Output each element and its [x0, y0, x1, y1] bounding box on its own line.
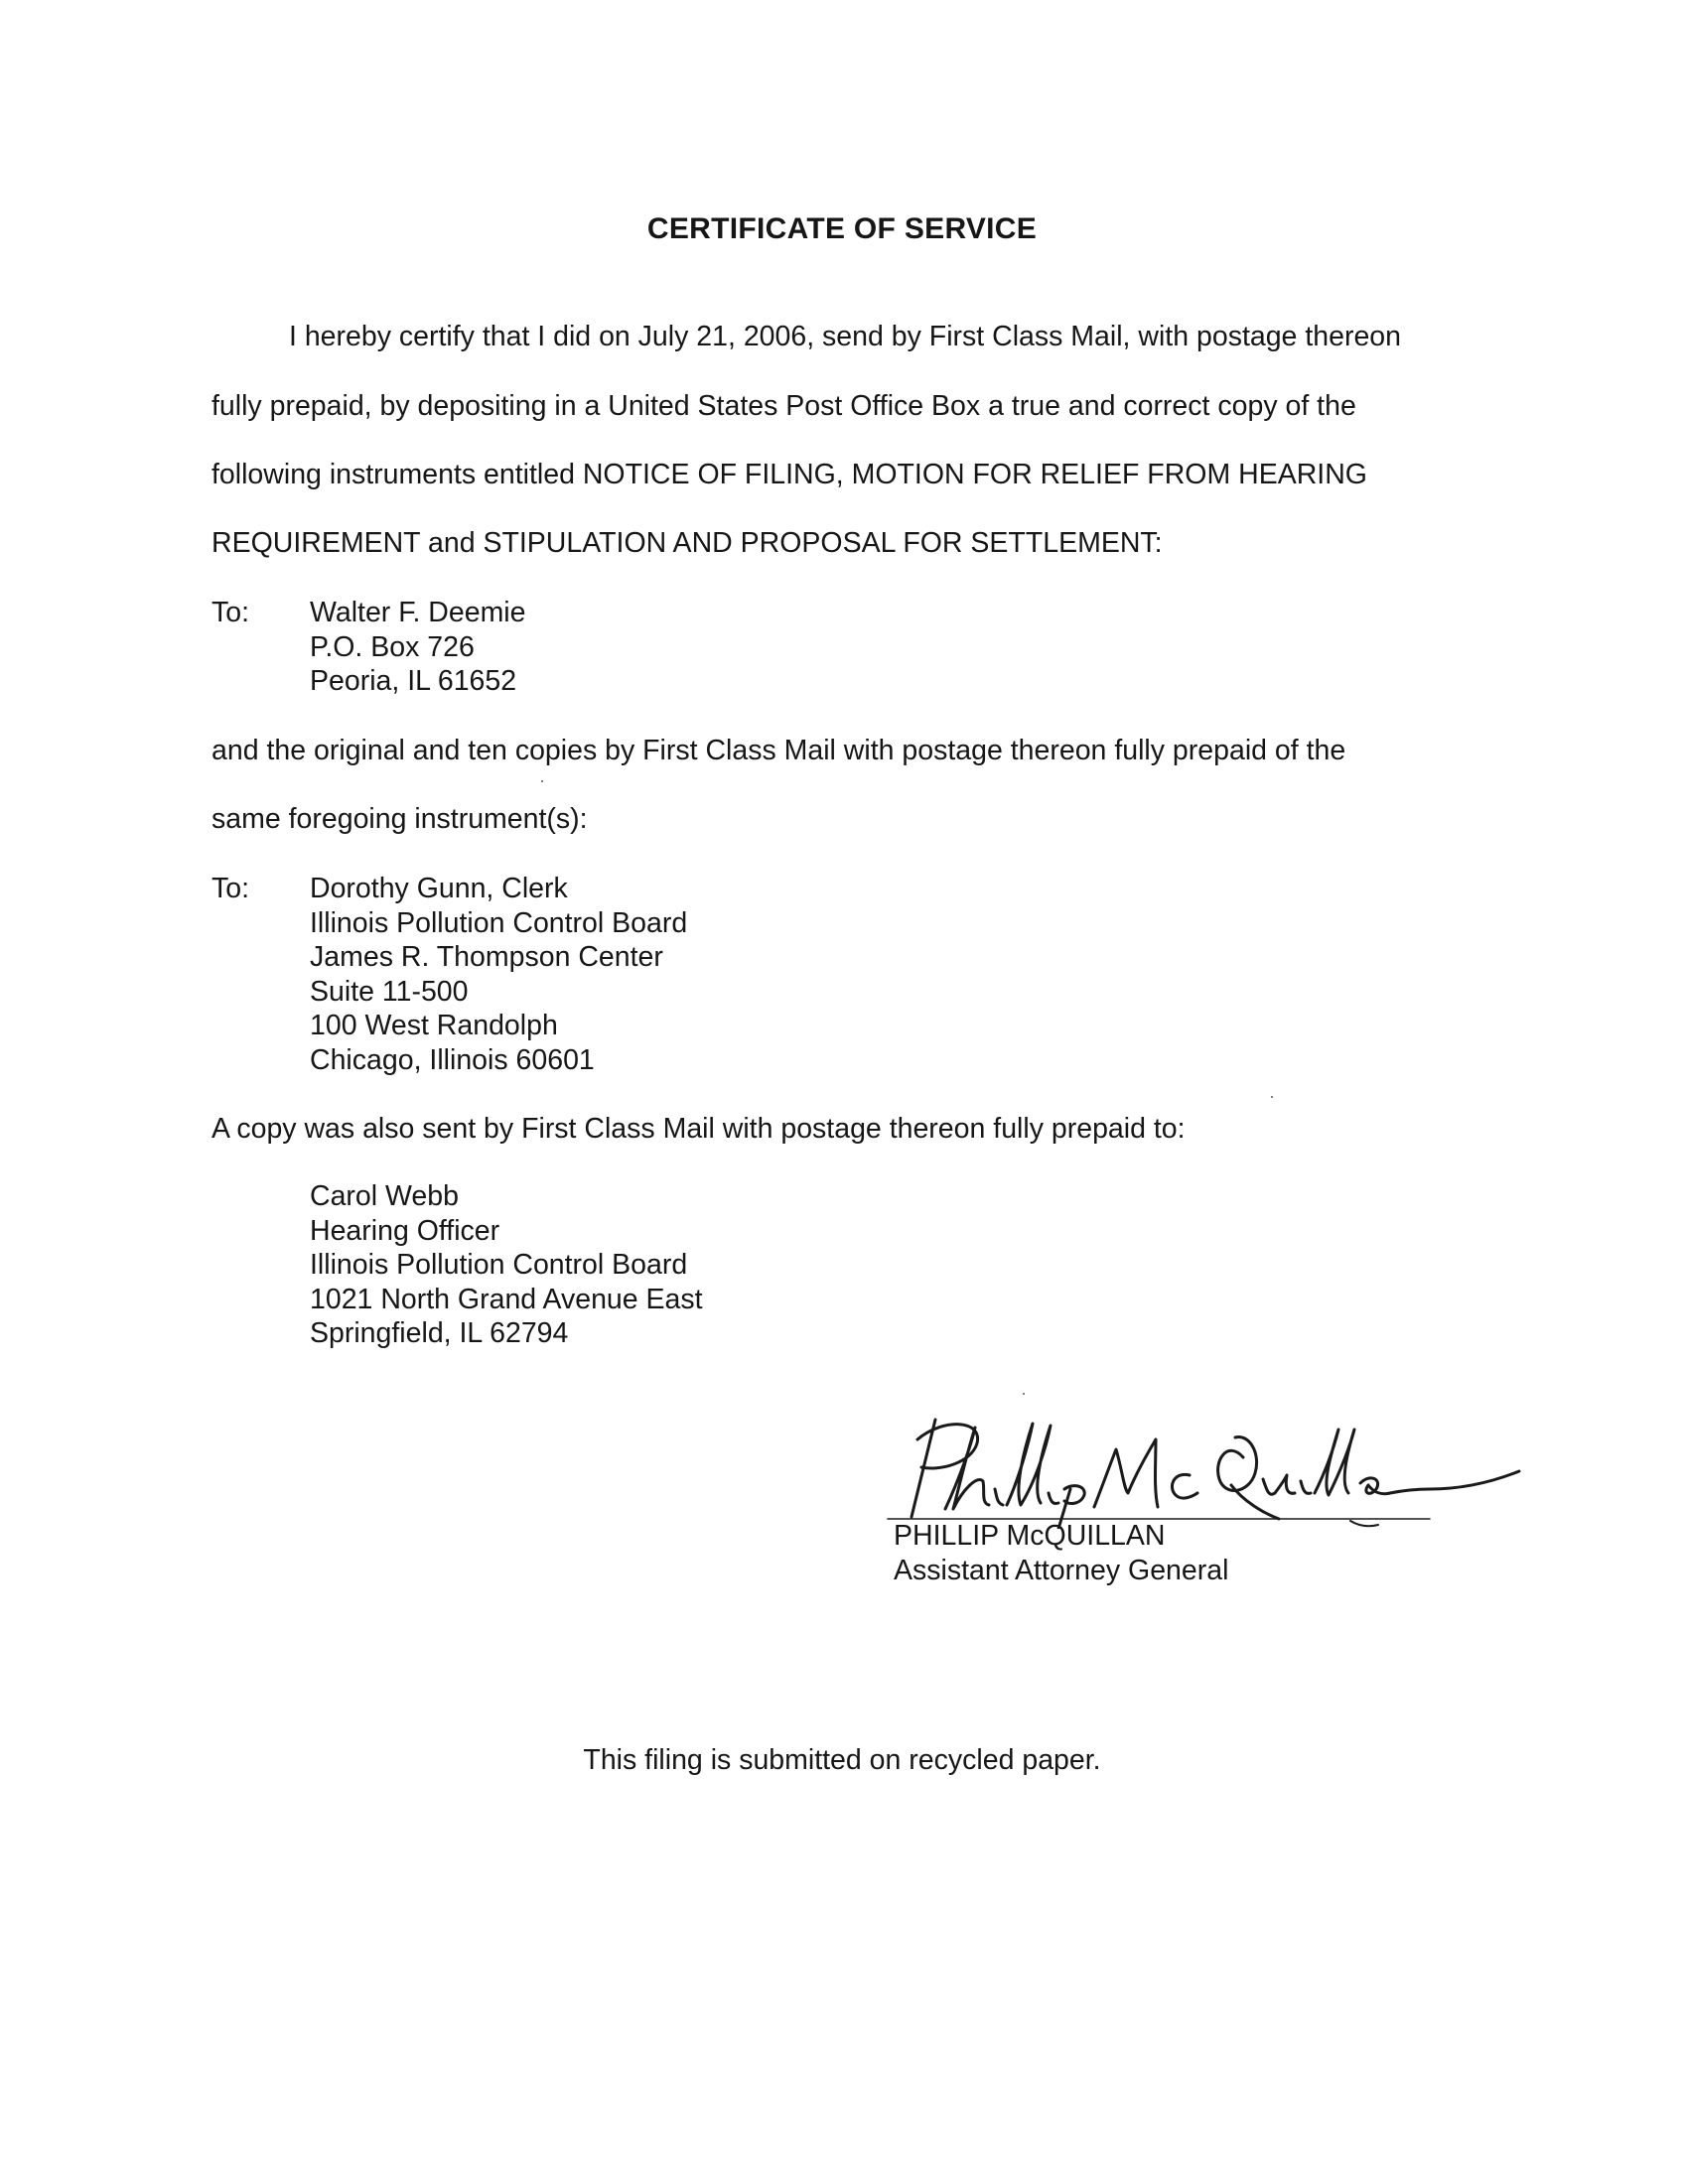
- address-line: Illinois Pollution Control Board: [310, 906, 688, 939]
- address-line: Suite 11-500: [310, 975, 469, 1008]
- address-line: Hearing Officer: [310, 1214, 500, 1247]
- recipient-2-address: [310, 872, 687, 1077]
- address-line: 1021 North Grand Avenue East: [310, 1283, 703, 1315]
- address-line: Chicago, Illinois 60601: [310, 1043, 595, 1076]
- address-line: Walter F. Deemie: [310, 597, 526, 628]
- recipient-1-address: [310, 596, 526, 699]
- signer-name: PHILLIP McQUILLAN: [894, 1520, 1166, 1552]
- document-title: CERTIFICATE OF SERVICE: [646, 212, 1038, 245]
- paragraph-1-line-3: following instruments entitled NOTICE OF FILING, MOTION FOR RELIEF FROM HEARING: [211, 459, 1367, 490]
- address-line: James R. Thompson Center: [310, 941, 663, 973]
- address-line: Carol Webb: [310, 1180, 459, 1212]
- address-line: Dorothy Gunn, Clerk: [310, 873, 568, 904]
- scan-speck: [541, 780, 543, 782]
- recipient-3-address: [310, 1179, 703, 1351]
- paragraph-2-line-1: and the original and ten copies by First Class Mail with postage thereon fully prepaid of the: [211, 735, 1346, 766]
- paragraph-1-line-2: fully prepaid, by depositing in a United States Post Office Box a true and correct copy of the: [211, 390, 1356, 422]
- recycled-paper-note: This filing is submitted on recycled paper.: [583, 1744, 1101, 1776]
- address-line: 100 West Randolph: [310, 1010, 558, 1041]
- scan-speck: [1271, 1096, 1273, 1098]
- recipient-2-to-label: To:: [211, 873, 250, 904]
- signer-title: Assistant Attorney General: [894, 1555, 1229, 1586]
- address-line: Springfield, IL 62794: [310, 1317, 569, 1349]
- recipient-1-to-label: To:: [211, 597, 250, 628]
- scan-speck: [1023, 1393, 1025, 1395]
- paragraph-3: A copy was also sent by First Class Mail with postage thereon fully prepaid to:: [211, 1113, 1186, 1145]
- handwritten-signature: [874, 1410, 1529, 1529]
- paragraph-1-line-1: I hereby certify that I did on July 21, 2006, send by First Class Mail, with postage thereon: [289, 321, 1401, 352]
- paragraph-2-line-2: same foregoing instrument(s):: [211, 803, 588, 835]
- paragraph-1-line-4: REQUIREMENT and STIPULATION AND PROPOSAL FOR SETTLEMENT:: [211, 527, 1163, 559]
- address-line: P.O. Box 726: [310, 630, 475, 663]
- address-line: Peoria, IL 61652: [310, 665, 517, 697]
- address-line: Illinois Pollution Control Board: [310, 1249, 688, 1281]
